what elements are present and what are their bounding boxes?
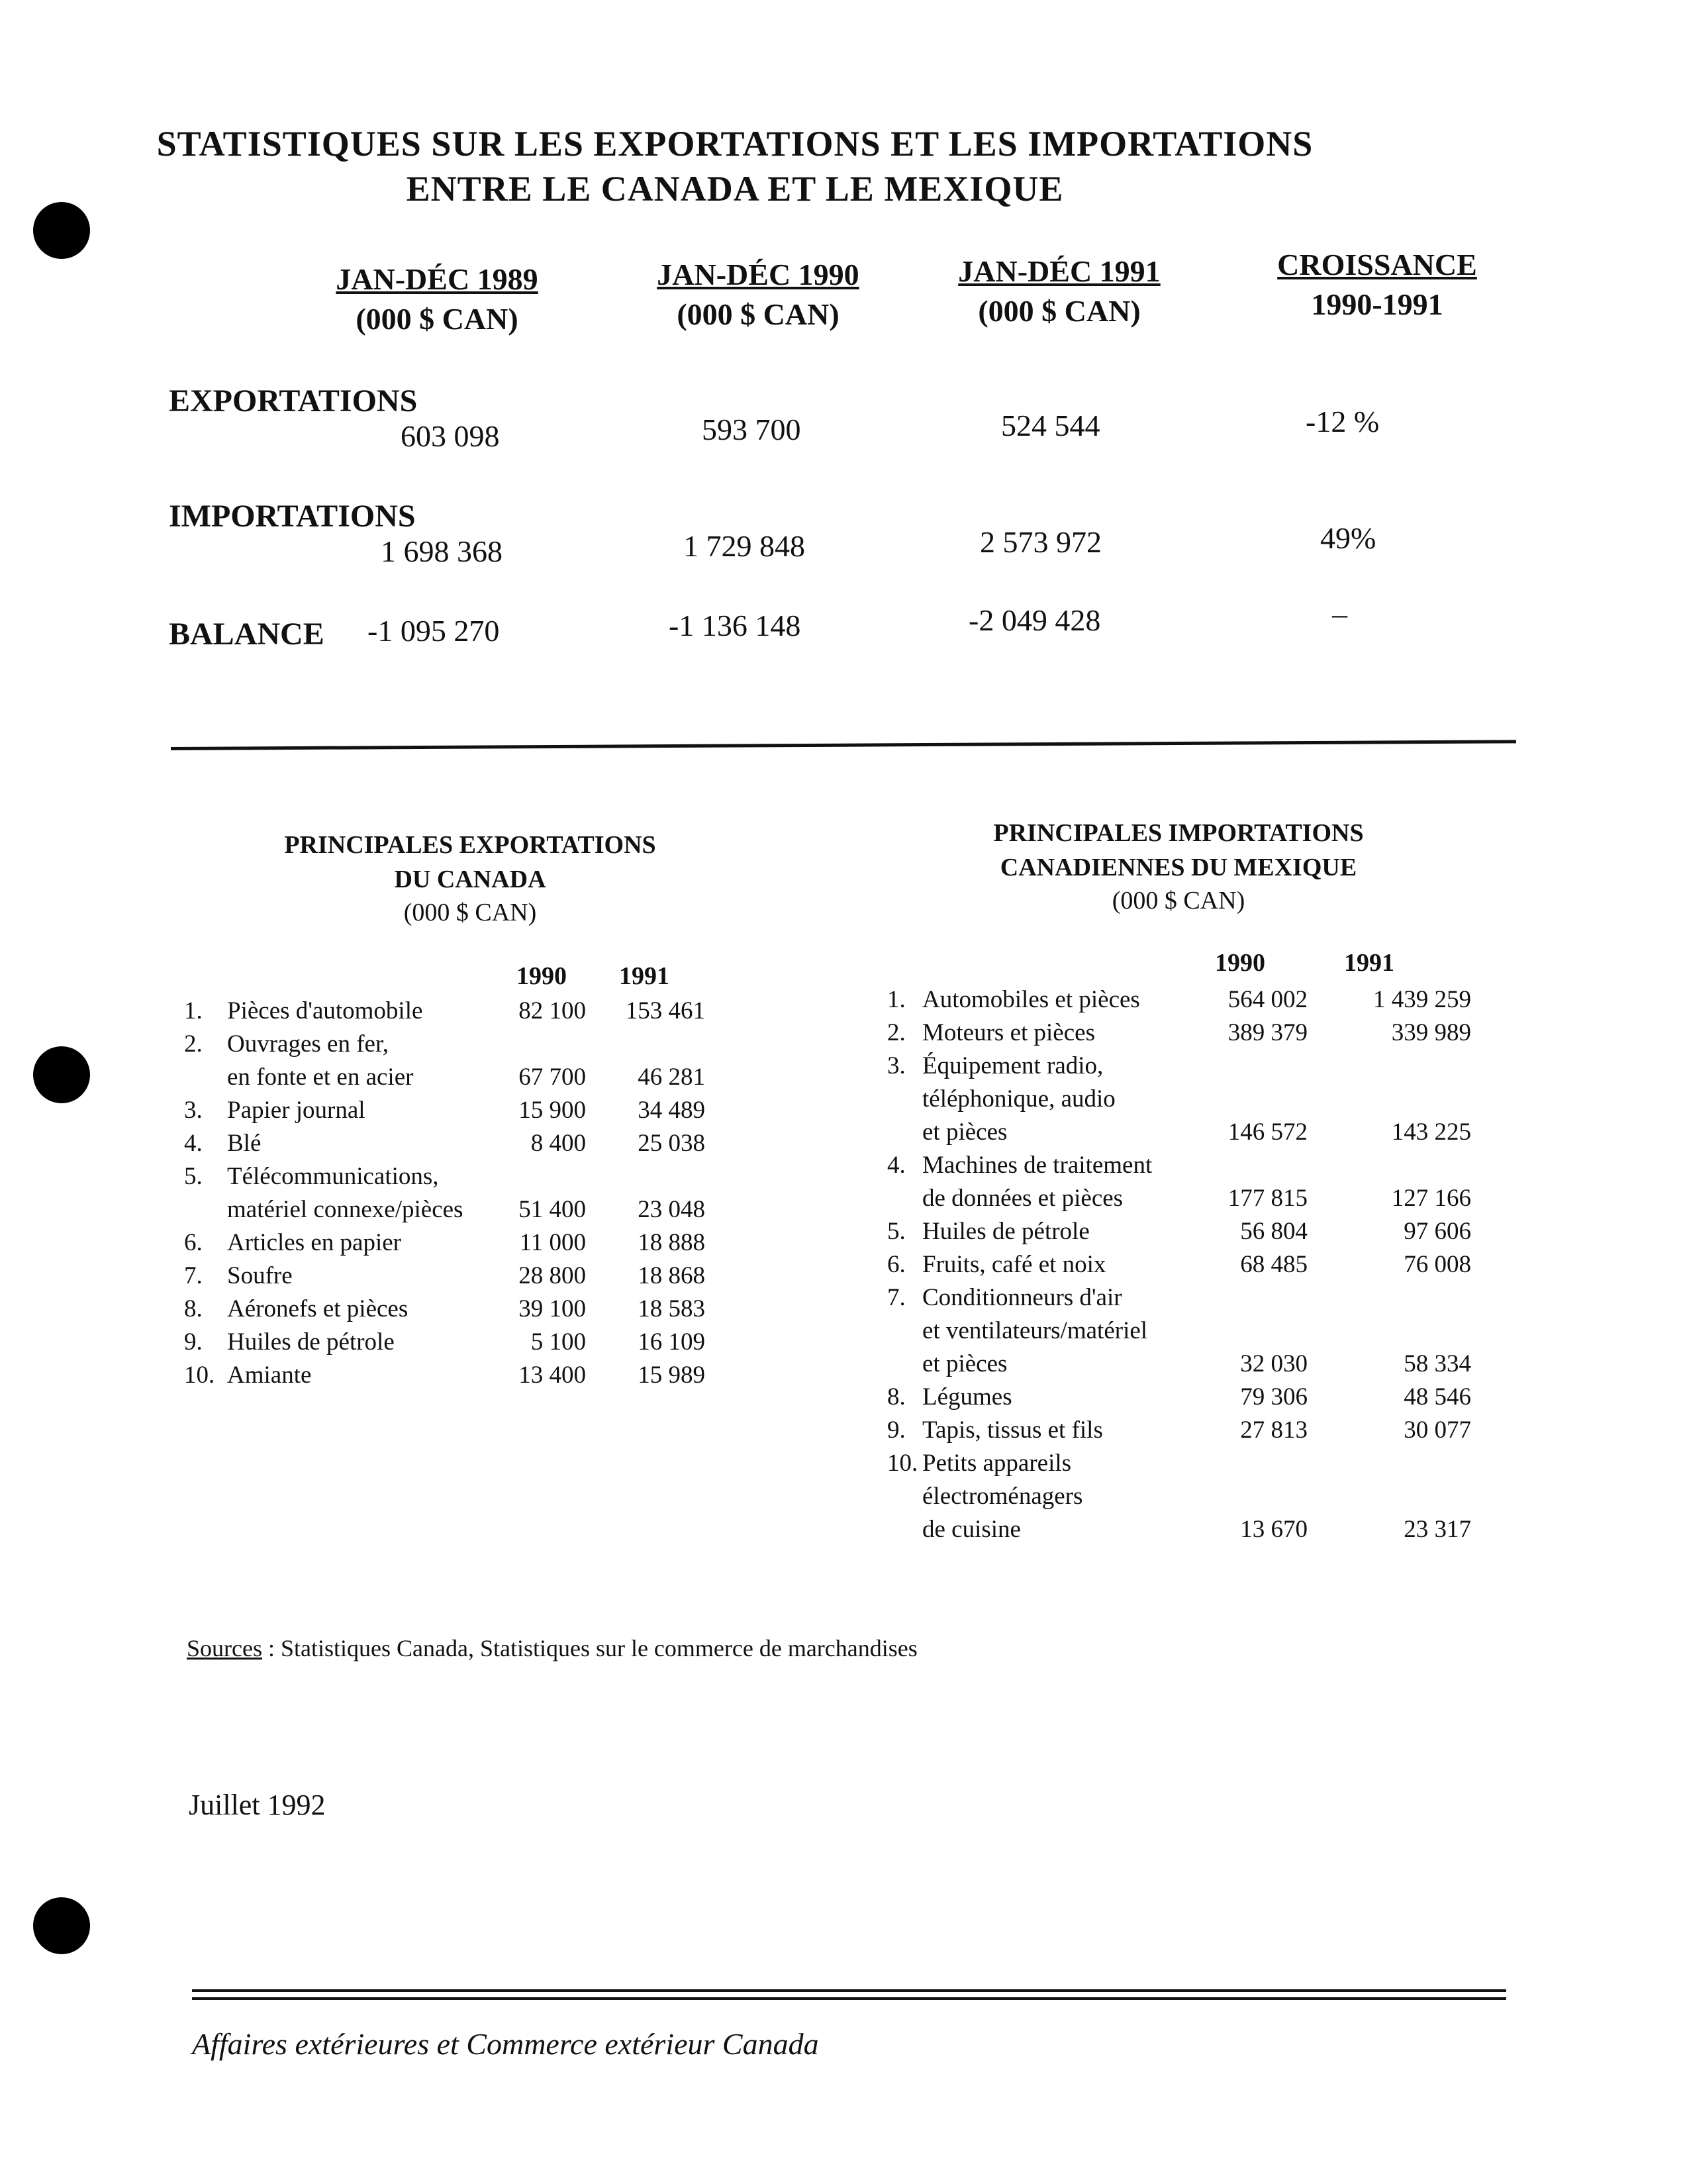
list-item-number: 4.	[887, 1152, 906, 1179]
list-item-label: Automobiles et pièces	[922, 986, 1140, 1013]
list-item-number: 3.	[887, 1052, 906, 1079]
imports-heading-line1: PRINCIPALES IMPORTATIONS	[993, 819, 1364, 847]
list-item-value-1991: 25 038	[638, 1130, 705, 1157]
list-item-value-1991: 23 317	[1404, 1516, 1471, 1543]
row-label-balance: BALANCE	[169, 617, 324, 652]
list-item-value-1990: 56 804	[1240, 1218, 1308, 1245]
col-unit: (000 $ CAN)	[677, 297, 840, 331]
imports-year-1990: 1990	[1215, 949, 1265, 977]
col-unit: 1990-1991	[1311, 287, 1443, 321]
list-item-number: 9.	[184, 1328, 203, 1356]
list-item-label: Huiles de pétrole	[227, 1328, 395, 1356]
list-item-number: 1.	[887, 986, 906, 1013]
list-item-value-1991: 18 888	[638, 1229, 705, 1256]
list-item-value-1990: 82 100	[518, 997, 586, 1024]
list-item-value-1991: 48 546	[1404, 1383, 1471, 1411]
list-item-label: en fonte et en acier	[227, 1064, 414, 1091]
list-item-value-1990: 389 379	[1227, 1019, 1308, 1046]
imports-unit: (000 $ CAN)	[1112, 887, 1245, 915]
list-item-label: Articles en papier	[227, 1229, 401, 1256]
col-period: JAN-DÉC 1991	[958, 254, 1161, 288]
imports-1991: 2 573 972	[980, 525, 1102, 559]
document-date: Juillet 1992	[189, 1789, 326, 1821]
list-item-number: 2.	[184, 1030, 203, 1058]
list-item-value-1991: 18 868	[638, 1262, 705, 1289]
list-item-label: et ventilateurs/matériel	[922, 1317, 1148, 1344]
list-item-value-1990: 68 485	[1240, 1251, 1308, 1278]
row-label-importations: IMPORTATIONS	[169, 499, 416, 534]
list-item-value-1991: 46 281	[638, 1064, 705, 1091]
list-item-value-1991: 16 109	[638, 1328, 705, 1356]
col-period: CROISSANCE	[1277, 248, 1477, 281]
list-item-value-1990: 67 700	[518, 1064, 586, 1091]
balance-1989: -1 095 270	[367, 614, 500, 648]
binder-hole-bottom	[33, 1897, 90, 1954]
list-item-number: 5.	[184, 1163, 203, 1190]
list-item-label: et pièces	[922, 1118, 1008, 1146]
imports-growth: 49%	[1320, 521, 1376, 555]
list-item-number: 3.	[184, 1097, 203, 1124]
list-item-value-1990: 15 900	[518, 1097, 586, 1124]
list-item-value-1990: 146 572	[1227, 1118, 1308, 1146]
list-item-label: Huiles de pétrole	[922, 1218, 1090, 1245]
list-item-value-1990: 27 813	[1240, 1416, 1308, 1444]
list-item-value-1990: 177 815	[1227, 1185, 1308, 1212]
list-item-number: 8.	[184, 1295, 203, 1322]
list-item-number: 6.	[184, 1229, 203, 1256]
exports-heading-line1: PRINCIPALES EXPORTATIONS	[284, 831, 656, 859]
balance-growth: –	[1332, 597, 1347, 630]
section-divider	[171, 740, 1516, 750]
list-item-label: matériel connexe/pièces	[227, 1196, 463, 1223]
list-item-value-1991: 97 606	[1404, 1218, 1471, 1245]
imports-1990: 1 729 848	[683, 529, 805, 563]
list-item-label: Papier journal	[227, 1097, 365, 1124]
exports-1989: 603 098	[401, 419, 500, 453]
list-item-number: 6.	[887, 1251, 906, 1278]
sources-line	[187, 1634, 918, 1662]
list-item-value-1991: 143 225	[1391, 1118, 1471, 1146]
list-item-value-1990: 39 100	[518, 1295, 586, 1322]
page-title-line1: STATISTIQUES SUR LES EXPORTATIONS ET LES IMPORTATIONS	[156, 124, 1314, 164]
list-item-value-1990: 8 400	[530, 1130, 586, 1157]
list-item-value-1991: 153 461	[625, 997, 705, 1024]
agency-name: Affaires extérieures et Commerce extérieur Canada	[192, 2027, 819, 2061]
list-item-label: et pièces	[922, 1350, 1008, 1377]
imports-year-1991: 1991	[1344, 949, 1394, 977]
balance-1991: -2 049 428	[969, 603, 1101, 637]
list-item-number: 7.	[184, 1262, 203, 1289]
list-item-label: de cuisine	[922, 1516, 1021, 1543]
list-item-value-1991: 58 334	[1404, 1350, 1471, 1377]
list-item-value-1990: 51 400	[518, 1196, 586, 1223]
list-item-value-1991: 1 439 259	[1373, 986, 1471, 1013]
list-item-value-1990: 32 030	[1240, 1350, 1308, 1377]
balance-1990: -1 136 148	[669, 609, 801, 642]
row-label-exportations: EXPORTATIONS	[169, 383, 418, 419]
footer-rule-bottom	[192, 1997, 1506, 2000]
list-item-label: Blé	[227, 1130, 262, 1157]
exports-growth: -12 %	[1306, 405, 1380, 438]
list-item-label: Amiante	[227, 1362, 312, 1389]
list-item-value-1991: 15 989	[638, 1362, 705, 1389]
list-item-label: Machines de traitement	[922, 1152, 1153, 1179]
sources-text: : Statistiques Canada, Statistiques sur le commerce de marchandises	[262, 1635, 918, 1662]
list-item-value-1990: 13 670	[1240, 1516, 1308, 1543]
list-item-label: Pièces d'automobile	[227, 997, 423, 1024]
col-period: JAN-DÉC 1990	[657, 258, 859, 291]
list-item-label: Petits appareils	[922, 1450, 1072, 1477]
list-item-value-1990: 28 800	[518, 1262, 586, 1289]
list-item-number: 5.	[887, 1218, 906, 1245]
list-item-value-1990: 13 400	[518, 1362, 586, 1389]
exports-heading-line2: DU CANADA	[394, 866, 546, 893]
list-item-value-1991: 34 489	[638, 1097, 705, 1124]
list-item-number: 7.	[887, 1284, 906, 1311]
list-item-value-1991: 127 166	[1391, 1185, 1471, 1212]
list-item-value-1990: 5 100	[530, 1328, 586, 1356]
footer-rule-top	[192, 1989, 1506, 1992]
list-item-label: de données et pièces	[922, 1185, 1124, 1212]
imports-heading-line2: CANADIENNES DU MEXIQUE	[1000, 854, 1357, 881]
binder-hole-top	[33, 202, 90, 259]
summary-col-1990	[619, 255, 897, 334]
list-item-label: Télécommunications,	[227, 1163, 439, 1190]
list-item-label: Aéronefs et pièces	[227, 1295, 409, 1322]
imports-heading	[940, 816, 1417, 885]
exports-heading	[258, 828, 682, 897]
col-unit: (000 $ CAN)	[356, 302, 518, 336]
list-item-label: Légumes	[922, 1383, 1012, 1411]
sources-label: Sources	[187, 1635, 262, 1662]
exports-1991: 524 544	[1001, 409, 1100, 442]
list-item-number: 9.	[887, 1416, 906, 1444]
list-item-label: Conditionneurs d'air	[922, 1284, 1122, 1311]
list-item-label: électroménagers	[922, 1483, 1083, 1510]
list-item-label: Tapis, tissus et fils	[922, 1416, 1103, 1444]
list-item-value-1991: 339 989	[1391, 1019, 1471, 1046]
list-item-label: Fruits, café et noix	[922, 1251, 1106, 1278]
exports-1990: 593 700	[702, 413, 801, 446]
list-item-value-1990: 564 002	[1227, 986, 1308, 1013]
list-item-value-1991: 30 077	[1404, 1416, 1471, 1444]
list-item-number: 1.	[184, 997, 203, 1024]
summary-col-growth	[1238, 245, 1516, 324]
exports-year-1991: 1991	[619, 962, 669, 990]
exports-unit: (000 $ CAN)	[403, 899, 537, 926]
list-item-value-1991: 18 583	[638, 1295, 705, 1322]
exports-year-1990: 1990	[516, 962, 567, 990]
page-title-line2: ENTRE LE CANADA ET LE MEXIQUE	[406, 169, 1064, 209]
col-unit: (000 $ CAN)	[978, 294, 1141, 328]
list-item-value-1991: 76 008	[1404, 1251, 1471, 1278]
list-item-number: 10.	[184, 1362, 215, 1389]
list-item-number: 2.	[887, 1019, 906, 1046]
list-item-value-1990: 79 306	[1240, 1383, 1308, 1411]
list-item-value-1990: 11 000	[519, 1229, 586, 1256]
list-item-number: 4.	[184, 1130, 203, 1157]
list-item-label: Moteurs et pièces	[922, 1019, 1095, 1046]
list-item-number: 10.	[887, 1450, 918, 1477]
list-item-label: Soufre	[227, 1262, 293, 1289]
list-item-value-1991: 23 048	[638, 1196, 705, 1223]
list-item-label: Équipement radio,	[922, 1052, 1104, 1079]
list-item-number: 8.	[887, 1383, 906, 1411]
summary-col-1989	[298, 260, 576, 339]
list-item-label: téléphonique, audio	[922, 1085, 1116, 1113]
binder-hole-middle	[33, 1046, 90, 1103]
col-period: JAN-DÉC 1989	[336, 262, 538, 296]
imports-1989: 1 698 368	[381, 534, 503, 568]
list-item-label: Ouvrages en fer,	[227, 1030, 389, 1058]
summary-col-1991	[920, 252, 1198, 331]
